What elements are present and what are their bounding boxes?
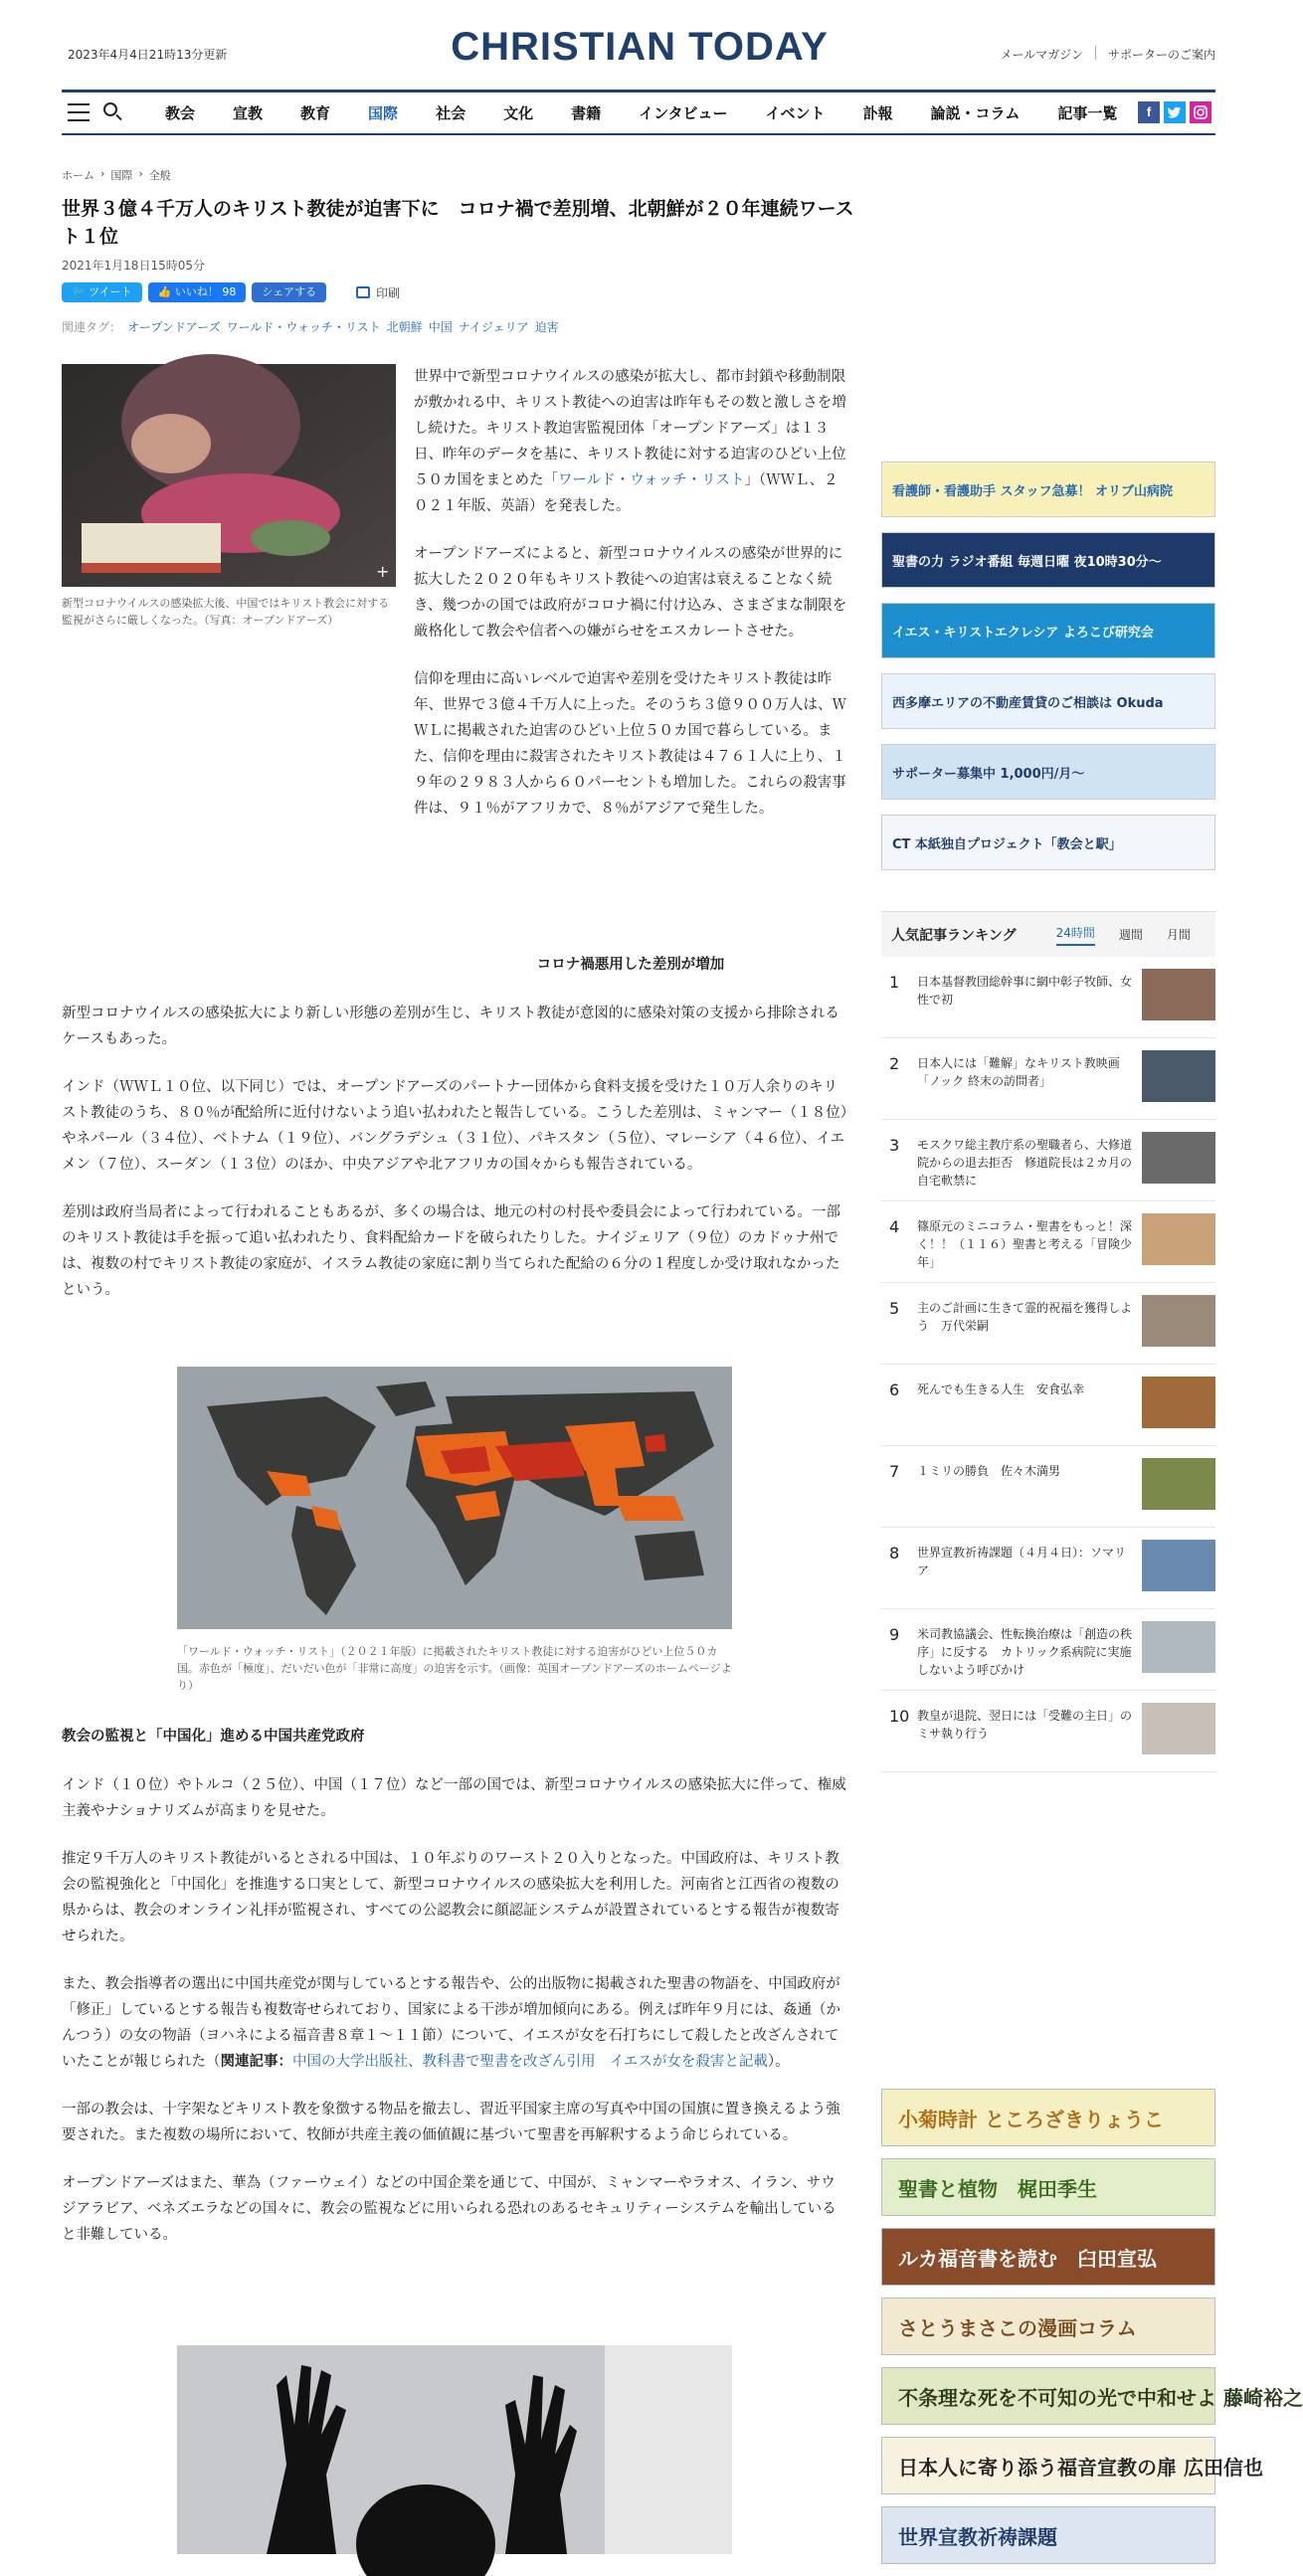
article-body-bottom xyxy=(62,1772,847,2270)
rank-thumbnail[interactable] xyxy=(1142,1213,1215,1265)
header-links xyxy=(1001,46,1215,63)
rank-number: 4 xyxy=(889,1217,900,1236)
rank-number: 6 xyxy=(889,1380,900,1399)
print-label: 印刷 xyxy=(376,285,401,300)
rank-number: 7 xyxy=(889,1462,900,1481)
tab-24h[interactable]: 24時間 xyxy=(1056,924,1095,946)
nav-item-interview[interactable]: インタビュー xyxy=(639,103,728,122)
rank-number: 10 xyxy=(889,1707,910,1726)
rank-number: 2 xyxy=(889,1054,900,1073)
paragraph: インド（１０位）やトルコ（２５位）、中国（１７位）など一部の国では、新型コロナウイルスの感染拡大に伴って、権威主義やナショナリズムが高まりを見せた。 xyxy=(62,1777,846,1819)
ad-banner-hospital[interactable] xyxy=(881,461,1215,517)
nav-item-church[interactable]: 教会 xyxy=(165,103,196,122)
breadcrumb-home[interactable]: ホーム xyxy=(62,169,94,182)
ad-banner-realestate[interactable] xyxy=(881,673,1215,729)
column-title: 世界宣教祈祷課題 xyxy=(898,2524,1057,2549)
svg-text:+: + xyxy=(376,562,390,581)
column-banner[interactable] xyxy=(881,2367,1303,2425)
photo-caption: 新型コロナウイルスの感染拡大後、中国ではキリスト教会に対する監視がさらに厳しくなった。（写真：オープンドアーズ） xyxy=(62,597,390,627)
tweet-label: ツイート xyxy=(89,285,132,298)
section-heading: 教会の監視と「中国化」進める中国共産党政府 xyxy=(62,1729,365,1745)
tag-link[interactable]: 中国 xyxy=(428,320,453,334)
facebook-icon[interactable]: f xyxy=(1138,101,1160,123)
rank-thumbnail[interactable] xyxy=(1142,1458,1215,1510)
column-title: さとうまさこの漫画コラム xyxy=(898,2315,1137,2340)
rank-number: 1 xyxy=(889,973,900,992)
ranking-item[interactable] xyxy=(881,1283,1215,1365)
paragraph-text: ）。 xyxy=(767,2054,790,2070)
section-heading: コロナ禍悪用した差別が増加 xyxy=(536,957,725,973)
column-banners xyxy=(881,2089,1303,2576)
ranking-item[interactable] xyxy=(881,1120,1215,1201)
rank-thumbnail[interactable] xyxy=(1142,1050,1215,1102)
chevron-right-icon: › xyxy=(138,167,143,180)
print-button[interactable] xyxy=(356,284,400,301)
ad-banner-supporter[interactable] xyxy=(881,744,1215,800)
column-banner[interactable] xyxy=(881,2437,1263,2494)
ranking-panel xyxy=(881,911,1215,1772)
article-date: 2021年1月18日15時05分 xyxy=(62,259,205,273)
tab-monthly[interactable]: 月間 xyxy=(1166,928,1191,942)
paragraph xyxy=(414,364,847,519)
rank-thumbnail[interactable] xyxy=(1142,1703,1215,1754)
column-banner[interactable] xyxy=(881,2158,1215,2216)
rank-number: 3 xyxy=(889,1136,900,1155)
ranking-item[interactable] xyxy=(881,1201,1215,1283)
sidebar-ads xyxy=(881,461,1215,885)
column-banner[interactable] xyxy=(881,2228,1215,2286)
paragraph: 推定９千万人のキリスト教徒がいるとされる中国は、１０年ぶりのワースト２０入りとなった。中国政府は、キリスト教会の監視強化と「中国化」を推進する口実として、新型コロナウイルスの感染拡大を利用した。河南省と江西省の複数の県からは、教会のオンライン礼拝が監視され、すべての公認教会に顔認証システムが設置されているとする報告が複数寄せられた。 xyxy=(62,1851,839,1944)
rank-title[interactable]: 教皇が退院、翌日には「受難の主日」のミサ執り行う xyxy=(917,1709,1133,1741)
paragraph-text: 」（ＷＷＬ、２０２１年版、英語）を発表した。 xyxy=(414,472,838,514)
main-nav xyxy=(62,90,1215,135)
persecution-map-image[interactable] xyxy=(177,1367,732,1629)
column-title: 日本人に寄り添う福音宣教の扉 広田信也 xyxy=(898,2455,1263,2480)
nav-item-culture[interactable]: 文化 xyxy=(503,103,534,122)
nav-item-society[interactable]: 社会 xyxy=(436,103,466,122)
column-title: 小菊時計 ところざきりょうこ xyxy=(898,2107,1164,2131)
nav-item-books[interactable]: 書籍 xyxy=(571,103,602,122)
rank-thumbnail[interactable] xyxy=(1142,1377,1215,1428)
nav-list xyxy=(165,92,1155,132)
column-title: 聖書と植物 梶田季生 xyxy=(898,2176,1097,2201)
breadcrumb-general[interactable]: 全般 xyxy=(148,169,171,182)
breadcrumb-international[interactable]: 国際 xyxy=(110,169,133,182)
chevron-right-icon: › xyxy=(100,167,105,180)
rank-number: 5 xyxy=(889,1299,900,1318)
rank-thumbnail[interactable] xyxy=(1142,1540,1215,1591)
column-title: 不条理な死を不可知の光で中和せよ 藤崎裕之 xyxy=(898,2385,1303,2410)
ranking-item[interactable] xyxy=(881,1528,1215,1609)
share-bar xyxy=(62,282,400,302)
ad-text: 看護師・看護助手 スタッフ急募！ オリブ山病院 xyxy=(892,483,1174,499)
ad-text: CT 本紙独自プロジェクト「教会と駅」 xyxy=(892,836,1122,852)
ranking-item[interactable] xyxy=(881,957,1215,1038)
rank-title[interactable]: 篠原元のミニコラム・聖書をもっと！深く！！（１１６）聖書と考える「冒険少年」 xyxy=(917,1219,1133,1269)
rank-title[interactable]: 世界宣教祈祷課題（４月４日）：ソマリア xyxy=(917,1546,1127,1577)
rank-title[interactable]: 主のご計画に生きて霊的祝福を獲得しよう 万代栄嗣 xyxy=(917,1301,1133,1333)
ad-text: サポーター募集中 1,000円/月〜 xyxy=(892,766,1085,782)
paragraph-text: また、教会指導者の選出に中国共産党が関与しているとする報告や、公的出版物に掲載された聖書の物語を、中国政府が「修正」しているとする報告も複数寄せられており、国家による干渉が増加傾向にある。例えば昨年９月には、姦通（かんつう）の女の物語（ヨハネによる福音書８章１～１１節）について、イエスが女を石打ちにして殺したと改ざんされていたことが報じられた（ xyxy=(62,1976,840,2070)
nav-item-all-articles[interactable]: 記事一覧 xyxy=(1057,103,1118,122)
tag-link[interactable]: オープンドアーズ xyxy=(127,320,221,334)
ranking-list xyxy=(881,957,1215,1772)
rank-thumbnail[interactable] xyxy=(1142,969,1215,1020)
ranking-item[interactable] xyxy=(881,1038,1215,1120)
divider xyxy=(1095,46,1096,60)
ranking-item[interactable] xyxy=(881,1691,1215,1772)
rank-title[interactable]: モスクワ総主教庁系の聖職者ら、大修道院からの退去拒否 修道院長は２カ月の自宅軟禁に xyxy=(917,1138,1133,1188)
paragraph: 新型コロナウイルスの感染拡大により新しい形態の差別が生じ、キリスト教徒が意図的に感染対策の支援から排除されるケースもあった。 xyxy=(62,1006,839,1047)
paragraph: 差別は政府当局者によって行われることもあるが、多くの場合は、地元の村の村長や委員会によって行われている。一部のキリスト教徒は手を振って追い払われたり、食料配給カードを破られたりした。ナイジェリア（９位）のカドゥナ州では、複数の村でキリスト教徒の家庭が、イスラム教徒の家庭に割り当てられた配給の６分の１程度しか受け取れなかったという。 xyxy=(62,1204,840,1298)
related-label: 関連記事： xyxy=(220,2054,292,2070)
paragraph xyxy=(62,1971,847,2075)
share-button[interactable]: シェアする xyxy=(252,282,326,302)
paragraph: オープンドアーズによると、新型コロナウイルスの感染が世界的に拡大した２０２０年もキリスト教徒への迫害は衰えることなく続き、幾つかの国では政府がコロナ禍に付け込み、さまざまな制限を厳格化して教会や信者への嫌がらせをエスカレートさせた。 xyxy=(414,546,847,640)
like-button[interactable]: 👍 いいね！ 98 xyxy=(148,282,247,302)
column-banner[interactable] xyxy=(881,2506,1215,2564)
tab-weekly[interactable]: 週間 xyxy=(1118,928,1143,942)
ranking-item[interactable] xyxy=(881,1365,1215,1446)
column-banner[interactable] xyxy=(881,2298,1215,2355)
tag-link[interactable]: ワールド・ウォッチ・リスト xyxy=(226,320,381,334)
twitter-icon[interactable] xyxy=(1164,101,1186,123)
rank-thumbnail[interactable] xyxy=(1142,1295,1215,1347)
nav-item-column[interactable]: 論説・コラム xyxy=(930,103,1021,122)
ranking-title: 人気記事ランキング xyxy=(891,927,1017,944)
tweet-button[interactable]: 🐦 ツイート xyxy=(62,282,142,302)
nav-item-education[interactable]: 教育 xyxy=(300,103,331,122)
tag-link[interactable]: 迫害 xyxy=(534,320,559,334)
rank-title[interactable]: 日本基督教団総幹事に網中彰子牧師、女性で初 xyxy=(917,975,1133,1007)
article-photo-praying[interactable] xyxy=(62,364,396,587)
wwl-link[interactable]: ワールド・ウォッチ・リスト xyxy=(558,472,745,488)
article-title: 世界３億４千万人のキリスト教徒が迫害下に コロナ禍で差別増、北朝鮮が２０年連続ワースト１位 xyxy=(62,198,854,248)
search-icon[interactable] xyxy=(103,102,123,122)
newsletter-link[interactable]: メールマガジン xyxy=(1000,48,1083,62)
rank-title[interactable]: １ミリの勝負 佐々木満男 xyxy=(917,1464,1061,1478)
rank-title[interactable]: 死んでも生きる人生 安食弘幸 xyxy=(917,1382,1085,1396)
ad-banner-study[interactable] xyxy=(881,603,1215,658)
map-caption: 「ワールド・ウォッチ・リスト」（２０２１年版）に掲載されたキリスト教徒に対する迫害がひどい上位５０カ国。赤色が「極度」、だいだい色が「非常に高度」の迫害を示す。（画像：英国オープンドアーズのホームページより） xyxy=(177,1645,732,1692)
printer-icon xyxy=(356,286,370,298)
ad-text: 西多摩エリアの不動産賃貸のご相談は Okuda xyxy=(892,695,1164,711)
breadcrumb xyxy=(62,167,171,183)
nav-item-obituary[interactable]: 訃報 xyxy=(862,103,893,122)
nav-item-event[interactable]: イベント xyxy=(765,103,826,122)
nav-item-mission[interactable]: 宣教 xyxy=(233,103,264,122)
related-tags xyxy=(62,318,559,335)
rank-thumbnail[interactable] xyxy=(1142,1132,1215,1184)
rank-title[interactable]: 米司教協議会、性転換治療は「創造の秩序」に反する カトリック系病院に実施しないよう呼びかけ xyxy=(917,1627,1133,1677)
instagram-icon[interactable] xyxy=(1190,101,1211,123)
ad-text: 聖書の力 ラジオ番組 毎週日曜 夜10時30分〜 xyxy=(892,554,1162,570)
ranking-header xyxy=(881,911,1215,957)
paragraph: インド（ＷＷＬ１０位、以下同じ）では、オープンドアーズのパートナー団体から食料支援を受けた１０万人余りのキリスト教徒のうち、８０％が配給所に近付けないよう追い払われたと報告している。こうした差別は、ミャンマー（１８位）やネパール（３４位）、ベトナム（１９位）、バングラデシュ（３１位）、パキスタン（５位）、マレーシア（４６位）、イエメン（７位）、スーダン（１３位）のほか、中央アジアや北アフリカの国々からも報告されている。 xyxy=(62,1079,847,1173)
paragraph-text: 世界中で新型コロナウイルスの感染が拡大し、都市封鎖や移動制限が敷かれる中、キリスト教徒への迫害は昨年もその数と激しさを増し続けた。キリスト教迫害監視団体「オープンドアーズ」は１３日、昨年のデータを基に、キリスト教徒に対する迫害のひどい上位５０カ国をまとめた「 xyxy=(414,369,846,488)
ad-text: イエス・キリストエクレシア よろこび研究会 xyxy=(892,625,1154,641)
paragraph: 信仰を理由に高いレベルで迫害や差別を受けたキリスト教徒は昨年、世界で３億４千万人に上った。そのうち３億９００万人は、ＷＷＬに掲載された迫害のひどい上位５０カ国で暮らしている。また、信仰を理由に殺害されたキリスト教徒は４７６１人に上り、１９年の２９８３人から６０パーセントも増加した。これらの殺害事件は、９１％がアフリカで、８％がアジアで発生した。 xyxy=(414,671,846,817)
supporter-link[interactable]: サポーターのご案内 xyxy=(1107,48,1215,62)
like-label: いいね！ 98 xyxy=(174,285,237,298)
ad-banner-church-station[interactable] xyxy=(881,815,1215,870)
ad-banner-radio[interactable] xyxy=(881,532,1215,588)
hamburger-menu-icon[interactable] xyxy=(68,103,90,121)
rank-number: 8 xyxy=(889,1544,900,1563)
social-links xyxy=(1138,101,1211,123)
column-title: ルカ福音書を読む 臼田宣弘 xyxy=(898,2246,1157,2271)
tag-link[interactable]: ナイジェリア xyxy=(458,320,529,334)
rank-number: 9 xyxy=(889,1625,900,1644)
article-body-top xyxy=(414,364,847,843)
last-updated: 2023年4月4日21時13分更新 xyxy=(68,48,228,62)
ranking-item[interactable] xyxy=(881,1446,1215,1528)
article-body-mid xyxy=(62,1001,847,1325)
rank-title[interactable]: 日本人には「難解」なキリスト教映画「ノック 終末の訪問者」 xyxy=(917,1056,1120,1088)
column-banner[interactable] xyxy=(881,2089,1215,2146)
tag-link[interactable]: 北朝鮮 xyxy=(386,320,423,334)
related-article-link[interactable]: 中国の大学出版社、教科書で聖書を改ざん引用 イエスが女を殺害と記載 xyxy=(292,2054,768,2070)
site-header xyxy=(62,24,1215,68)
tags-label: 関連タグ： xyxy=(62,320,122,334)
site-logo[interactable]: CHRISTIAN TODAY xyxy=(451,25,829,69)
article-photo-raised-hands[interactable] xyxy=(177,2345,732,2554)
rank-thumbnail[interactable] xyxy=(1142,1621,1215,1673)
ranking-item[interactable] xyxy=(881,1609,1215,1691)
paragraph: オープンドアーズはまた、華為（ファーウェイ）などの中国企業を通じて、中国が、ミャンマーやラオス、イラン、サウジアラビア、ベネズエラなどの国々に、教会の監視などに用いられる恐れのあるセキュリティーシステムを輸出していると非難している。 xyxy=(62,2175,837,2243)
nav-item-international[interactable]: 国際 xyxy=(368,103,399,122)
paragraph: 一部の教会は、十字架などキリスト教を象徴する物品を撤去し、習近平国家主席の写真や中国の国旗に置き換えるよう強要された。また複数の場所において、牧師が共産主義の価値観に基づいて聖書を再解釈するよう命じられている。 xyxy=(62,2102,840,2143)
